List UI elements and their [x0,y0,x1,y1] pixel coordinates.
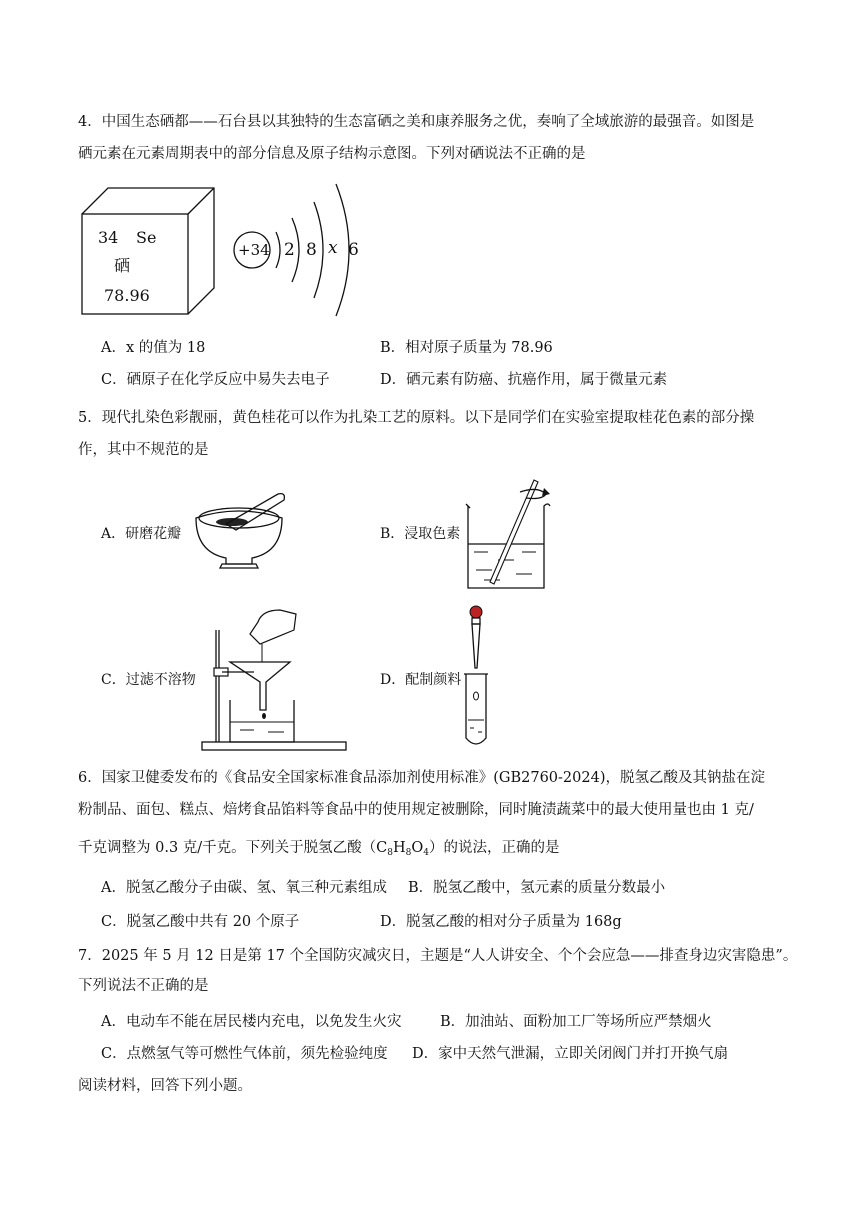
atom-nucleus-charge: +34 [238,241,270,259]
q6-option-d[interactable]: D．脱氢乙酸的相对分子质量为 168g [380,914,622,930]
element-symbol: Se [136,228,157,247]
q6-stem-line2: 粉制品、面包、糕点、焙烤食品馅料等食品中的使用规定被删除，同时腌渍蔬菜中的最大使用量也由 1 克/ [78,802,754,818]
shell-3-electrons: x [328,238,338,258]
q4-option-d[interactable]: D．硒元素有防癌、抗癌作用，属于微量元素 [380,372,668,388]
q5-stem-line2: 作，其中不规范的是 [78,442,209,458]
q6-option-b[interactable]: B．脱氢乙酸中，氢元素的质量分数最小 [408,880,666,896]
q7-option-d[interactable]: D．家中天然气泄漏，立即关闭阀门并打开换气扇 [412,1046,729,1062]
q7-stem-line1: 7．2025 年 5 月 12 日是第 17 个全国防灾减灾日，主题是“人人讲安全、个个会应急——排查身边灾害隐患”。 [78,948,798,964]
q5-option-b[interactable]: B．浸取色素 [380,526,461,542]
shell-4-electrons: 6 [348,240,359,260]
q4-option-a[interactable]: A．x 的值为 18 [101,340,206,356]
q6-stem-line1: 6．国家卫健委发布的《食品安全国家标准食品添加剂使用标准》(GB2760-2024)，脱氢乙酸及其钠盐在淀 [78,770,765,786]
q7-option-a[interactable]: A．电动车不能在居民楼内充电，以免发生火灾 [101,1014,402,1030]
filtration-figure [200,604,350,754]
q4-stem-line2: 硒元素在元素周期表中的部分信息及原子结构示意图。下列对硒说法不正确的是 [78,146,586,162]
q6-stem-line3 [78,838,560,863]
element-name: 硒 [114,256,131,275]
mortar-pestle-figure [192,488,292,570]
q5-option-c[interactable]: C．过滤不溶物 [101,672,196,688]
q4-option-c[interactable]: C．硒原子在化学反应中易失去电子 [101,372,330,388]
q6-option-a[interactable]: A．脱氢乙酸分子由碳、氢、氧三种元素组成 [101,880,387,896]
q5-option-a[interactable]: A．研磨花瓣 [101,526,182,542]
dropper-test-tube-figure [460,604,500,750]
q7-option-b[interactable]: B．加油站、面粉加工厂等场所应严禁烟火 [440,1014,712,1030]
q5-option-d[interactable]: D．配制颜料 [380,672,462,688]
q7-stem-line2: 下列说法不正确的是 [78,978,209,994]
shell-1-electrons: 2 [284,240,295,260]
q6-option-c[interactable]: C．脱氢乙酸中共有 20 个原子 [101,914,300,930]
shell-2-electrons: 8 [306,240,317,260]
dehydroacetic-acid-formula: $C_8H_8O_4$ [376,840,430,858]
q4-stem-line1: 4．中国生态硒都——石台县以其独特的生态富硒之美和康养服务之优，奏响了全域旅游的最强音。如图是 [78,114,755,130]
element-atomic-mass: 78.96 [104,286,150,305]
reading-material-prompt: 阅读材料，回答下列小题。 [78,1078,252,1094]
q4-option-b[interactable]: B．相对原子质量为 78.96 [380,340,553,356]
beaker-stirring-figure [462,478,554,592]
q6-stem-line3-pre: 千克调整为 0.3 克/千克。下列关于脱氢乙酸（ [78,840,377,856]
q7-option-c[interactable]: C．点燃氢气等可燃性气体前，须先检验纯度 [101,1046,388,1062]
q6-stem-line3-post: ）的说法，正确的是 [429,840,560,856]
element-atomic-number: 34 [98,228,119,247]
q5-stem-line1: 5．现代扎染色彩靓丽，黄色桂花可以作为扎染工艺的原料。以下是同学们在实验室提取桂花色素的部分操 [78,410,755,426]
